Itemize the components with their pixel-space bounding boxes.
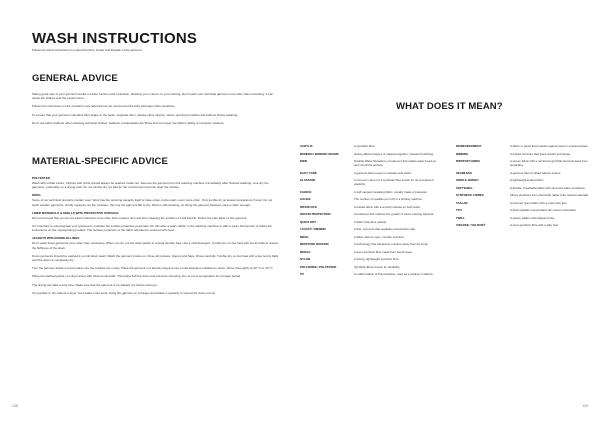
glossary-term: GAUGE (300, 197, 311, 201)
glossary-term: TWILL (456, 215, 465, 220)
glossary-definition: A knitted fabric with a smooth surface on both sides. (354, 204, 421, 209)
glossary-term: SYNTHETIC FIBRES (456, 193, 484, 197)
glossary-term: MESH (300, 234, 309, 239)
material-specific-body (32, 176, 280, 299)
glossary-row (300, 227, 440, 231)
glossary-term: DWR (300, 159, 307, 163)
glossary-definition: A strong, lightweight synthetic fibre. (354, 257, 400, 261)
glossary-row (456, 216, 596, 220)
extra-paragraph: It's possible to dry without a dryer, but it takes more work. Hang the garment on a hanger and shake it regularly to spread the down evenly. (32, 290, 216, 295)
page-number-right: 129 (582, 404, 588, 408)
glossary-column-1 (300, 144, 440, 280)
general-paragraph: To ensure that your garment maintains their shape in the wash, separate them, always close zippers, Velcro opening's buckles and buttons before washing. (32, 112, 239, 117)
page-subtitle: Follow the wash instructions to extend the fibre, shape and lifespan of the garment. (32, 48, 143, 52)
glossary-term: SEAMLESS (456, 170, 472, 175)
glossary-term: TPU (456, 208, 462, 212)
glossary-term: POLYAMIDE / POLYESTER (300, 264, 337, 269)
extra-paragraph: Down garments should be washed in a mild down wash. Wash the garment inside out. Close all pockets, zippers and flaps. Rinse carefully. Tumble dry on low heat with a few tennis balls until the down is completely dry. (32, 253, 279, 263)
glossary-row (456, 223, 596, 227)
glossary-term: LYCRA® / MERINO (300, 227, 326, 231)
glossary-row (456, 144, 596, 148)
page-number-left: 128 (12, 404, 18, 408)
section-text-polyester: Wash with similar colors. Clothes with prints should always be washed inside out. Remove the garment from the washing machine immediately after finished washing. Line dry the garments, preferably on a drying rack. Do not tumble dry, it's bad for the environment and can wear the clothes. (32, 181, 269, 190)
glossary-definition: A thermoplastic polyurethane film used in laminates. (510, 208, 577, 212)
glossary-definition: A garment that is knitted without seams. (510, 170, 562, 175)
glossary-heading: WHAT DOES IT MEAN? (396, 101, 503, 112)
glossary-row (300, 178, 440, 186)
extra-paragraph: Turn the garment inside out and make sure the pockets are empty. Place the garment in a laundry bag and use a mild detergent suitable for down. Rinse thoroughly at 30 °C or 40 °C. (32, 266, 274, 271)
glossary-term: RIPSTOP FABRIC (456, 159, 481, 163)
glossary-definition: A woven fabric with a reinforced grid that prevents tears from spreading. (510, 159, 588, 167)
glossary-definition: A lightweight knitted fabric. (510, 178, 545, 182)
glossary-definition: A garment that is easy to maintain and wash. (354, 170, 412, 175)
general-paragraph: Don't use fabric softener when washing technical clothes. Softener encapsulates the fibres and can lower the fabric's ability to transport moisture. (32, 120, 225, 125)
glossary-term: RIBBING (456, 151, 469, 156)
glossary-definition: A synthetic fibre. (354, 144, 376, 148)
glossary-definition: A knitted structure that gives stretch and shape. (510, 151, 571, 156)
glossary-term: TASLAN (456, 200, 468, 205)
glossary-definition: A weave pattern with diagonal ribs. (510, 215, 555, 220)
general-advice-body (32, 92, 280, 129)
glossary-term: PU (300, 272, 305, 276)
section-title-lined: LINED MATERIALS & SHELLS WITH PROTECTIVE SURFACE (32, 210, 119, 215)
glossary-term: SOFTSHELL (456, 185, 474, 190)
glossary-row (300, 265, 440, 269)
glossary-row (456, 178, 596, 182)
section-title-polyester: POLYESTER (32, 176, 50, 180)
glossary-definition: A fabric with an open, net-like structure. (354, 234, 405, 239)
glossary-term: SINGLE JERSEY (456, 178, 479, 182)
glossary-term: EASY CARE (300, 170, 317, 175)
glossary-definition: A semi-synthetic fibre with a silky feel. (510, 223, 559, 227)
section-title-down: JACKETS WITH DOWN FILLINGS (32, 236, 80, 241)
glossary-term: VISCOSE / VELOUR® (456, 223, 486, 227)
glossary-definition: Durable Water Repellent, a treatment that makes water bead up and roll off the surface. (354, 159, 436, 167)
glossary-row (300, 212, 440, 216)
general-paragraph: Taking good care of your garment results in better function and protection, allowing you to focus on your training. Don't wash your technical garment more often than necessary; it can cause the clothes and the environment. (32, 92, 274, 101)
glossary-definition: A fabric or panel that protects against wear in exposed areas. (510, 144, 589, 148)
glossary-term: ACRYLIC (300, 144, 313, 148)
section-title-wool: WOOL (32, 193, 42, 198)
glossary-row (300, 257, 440, 261)
glossary-column-2 (456, 144, 596, 231)
glossary-row (300, 152, 440, 156)
extra-paragraph: It's important to reimpregnate your garment to maintain the surface protective properties. Do this after a wash. Either in the washing machine or with a spray. Remember to follow the instructions on the impregnating product. The surface protection of the fabric will also be restored with heat. (32, 224, 272, 233)
glossary-row (456, 152, 596, 156)
glossary-row (300, 242, 440, 246)
glossary-term: REINFORCEMENT (456, 144, 482, 148)
glossary-row (300, 272, 440, 276)
glossary-definition: A common name for a synthetic fiber known for its exceptional elasticity. (354, 178, 434, 186)
glossary-row (456, 193, 596, 197)
glossary-term: NYLON (300, 257, 311, 261)
glossary-row (456, 186, 596, 190)
glossary-row (456, 171, 596, 175)
glossary-definition: A technology that transports moisture away from the body. (354, 242, 429, 246)
glossary-row (300, 250, 440, 254)
glossary-definition: A treatment that reduces the growth of odour-causing bacteria. (354, 212, 435, 216)
material-specific-heading: MATERIAL-SPECIFIC ADVICE (32, 156, 168, 167)
extra-paragraph: The drying can take a long time. Make sure that the garment is completely dry before storing it. (32, 282, 158, 287)
section-text-down: Don't wash down garments more often than necessary. When you do, put the down jacket in a large laundry bag. Use a mild detergent. Tumble dry on low heat with tennis balls to restore the fluffiness of the down. (32, 241, 279, 250)
glossary-definition: The number of needles per inch in a knitting machine. (354, 197, 423, 201)
glossary-row (456, 201, 596, 205)
glossary-definition: A flexible, breathable fabric with wind and water resistance. (510, 185, 586, 190)
glossary-row (456, 208, 596, 212)
glossary-term: FLEECE (300, 189, 312, 194)
section-text-wool: Some of our technical products contain wool. Wool has the amazing capacity itself to have odour-in-the-wash, even more often. Only tumble dry at lowest temperature if wool. Do not wash woollen garments. Gently squeeze out the moisture, then lay the garment flat to dry. Wool is self-cleaning, so airing the garment between uses is often enough. (32, 198, 273, 207)
glossary-term: INTERLOCK (300, 204, 317, 209)
glossary-row (300, 220, 440, 224)
glossary-row (300, 190, 440, 194)
glossary-term: ELASTANE (300, 178, 316, 182)
glossary-term: MODAL (300, 249, 311, 254)
extra-paragraph: Place the washed jacket in a dryer along with three tennis balls. This helps fluff the down and prevents clumping. Dry at a low temperature for a longer period. (32, 274, 242, 279)
glossary-row (300, 144, 440, 148)
glossary-definition: A fine, soft wool that regulates temperature well. (354, 227, 416, 231)
glossary-row (300, 171, 440, 175)
glossary-term: BONDED / BONDED SEAMS (300, 151, 339, 156)
general-paragraph: Follow the instructions on the product's care label and as we recommend them/by detergent (skin-sensitive). (32, 104, 176, 109)
glossary-term: ODOUR PROTECTION (300, 212, 331, 216)
glossary-definition: Synthetic fibres known for durability. (354, 264, 401, 269)
glossary-definition: A semi-synthetic fibre made from beech trees. (354, 249, 413, 254)
glossary-row (300, 159, 440, 167)
general-advice-heading: GENERAL ADVICE (32, 73, 118, 84)
glossary-definition: A soft napped insulating fabric, usually made of polyester. (354, 189, 428, 194)
page-title: WASH INSTRUCTIONS (32, 30, 198, 47)
glossary-definition: An abbreviation of Polyurethane, used as a coating on fabrics. (354, 272, 434, 276)
glossary-term: QUICK-DRY (300, 219, 317, 224)
glossary-definition: Gluing different layers of material together, instead of stitching. (354, 151, 434, 156)
glossary-definition: A textured nylon fabric with a cotton-like feel. (510, 200, 568, 205)
glossary-row (300, 205, 440, 209)
glossary-row (300, 197, 440, 201)
glossary-term: MOISTURE WICKING (300, 242, 329, 246)
section-text-lined: We recommend that you do not wash outerwear more often than needed. Sun and time cleaning the surface of it will benefit. Follow the care label on the garment. (32, 215, 248, 220)
glossary-row (300, 235, 440, 239)
glossary-definition: Fibres produced from chemicals rather than natural materials. (510, 193, 589, 197)
glossary-row (456, 159, 596, 167)
glossary-definition: A fabric that dries quickly. (354, 219, 387, 224)
